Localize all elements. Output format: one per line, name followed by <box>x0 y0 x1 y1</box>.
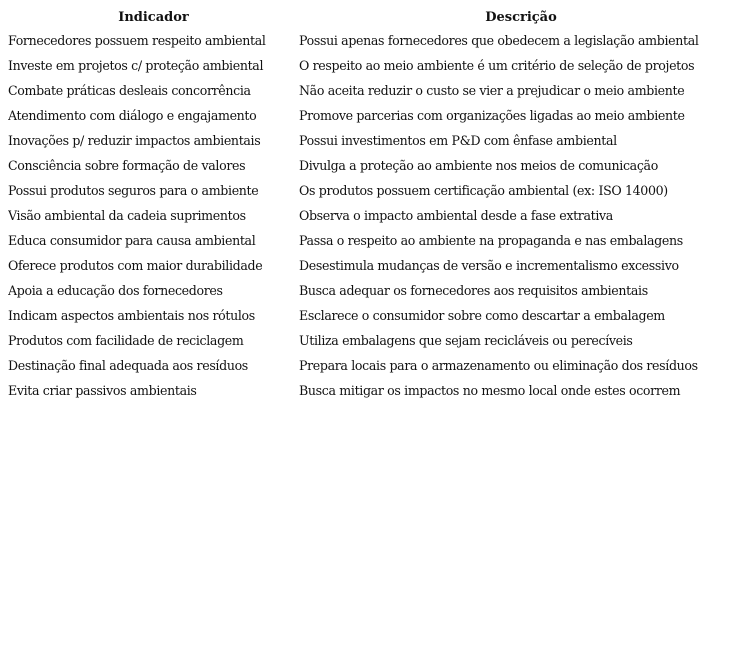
description-cell: Os produtos possuem certificação ambiental (ex: ISO 14000) <box>299 183 668 198</box>
indicator-cell: Consciência sobre formação de valores <box>8 158 246 173</box>
indicator-cell: Produtos com facilidade de reciclagem <box>8 333 244 348</box>
table-row <box>8 278 743 303</box>
table-header-row <box>8 7 743 28</box>
indicator-cell: Educa consumidor para causa ambiental <box>8 233 256 248</box>
table-row <box>8 303 743 328</box>
table-row <box>8 28 743 53</box>
description-cell: Busca mitigar os impactos no mesmo local onde estes ocorrem <box>299 383 681 398</box>
indicator-cell: Atendimento com diálogo e engajamento <box>8 108 257 123</box>
indicator-cell: Inovações p/ reduzir impactos ambientais <box>8 133 261 148</box>
description-cell: Divulga a proteção ao ambiente nos meios de comunicação <box>299 158 658 173</box>
description-cell: Observa o impacto ambiental desde a fase extrativa <box>299 208 613 223</box>
indicator-cell: Indicam aspectos ambientais nos rótulos <box>8 308 255 323</box>
indicator-cell: Destinação final adequada aos resíduos <box>8 358 248 373</box>
description-cell: Passa o respeito ao ambiente na propaganda e nas embalagens <box>299 233 683 248</box>
header-description: Descrição <box>485 10 557 25</box>
table-row <box>8 253 743 278</box>
table-row <box>8 78 743 103</box>
table-row <box>8 128 743 153</box>
table-row <box>8 378 743 403</box>
description-cell: Possui apenas fornecedores que obedecem a legislação ambiental <box>299 33 699 48</box>
indicator-cell: Combate práticas desleais concorrência <box>8 83 251 98</box>
indicator-cell: Fornecedores possuem respeito ambiental <box>8 33 266 48</box>
description-cell: Esclarece o consumidor sobre como descartar a embalagem <box>299 308 665 323</box>
description-cell: Desestimula mudanças de versão e incrementalismo excessivo <box>299 258 679 273</box>
indicator-cell: Oferece produtos com maior durabilidade <box>8 258 263 273</box>
table-row <box>8 153 743 178</box>
description-cell: Não aceita reduzir o custo se vier a prejudicar o meio ambiente <box>299 83 685 98</box>
table-row <box>8 328 743 353</box>
table-row <box>8 203 743 228</box>
table-row <box>8 228 743 253</box>
indicator-cell: Visão ambiental da cadeia suprimentos <box>8 208 246 223</box>
description-cell: Possui investimentos em P&D com ênfase ambiental <box>299 133 617 148</box>
description-cell: Utiliza embalagens que sejam recicláveis ou perecíveis <box>299 333 633 348</box>
table-row <box>8 103 743 128</box>
description-cell: Promove parcerias com organizações ligadas ao meio ambiente <box>299 108 685 123</box>
table-row <box>8 178 743 203</box>
description-cell: O respeito ao meio ambiente é um critério de seleção de projetos <box>299 58 695 73</box>
description-cell: Busca adequar os fornecedores aos requisitos ambientais <box>299 283 648 298</box>
table-row <box>8 53 743 78</box>
indicator-table <box>8 7 743 403</box>
header-indicator: Indicador <box>118 10 189 25</box>
indicator-cell: Evita criar passivos ambientais <box>8 383 197 398</box>
description-cell: Prepara locais para o armazenamento ou eliminação dos resíduos <box>299 358 698 373</box>
table-row <box>8 353 743 378</box>
indicator-cell: Possui produtos seguros para o ambiente <box>8 183 259 198</box>
indicator-cell: Apoia a educação dos fornecedores <box>8 283 223 298</box>
indicator-cell: Investe em projetos c/ proteção ambiental <box>8 58 264 73</box>
